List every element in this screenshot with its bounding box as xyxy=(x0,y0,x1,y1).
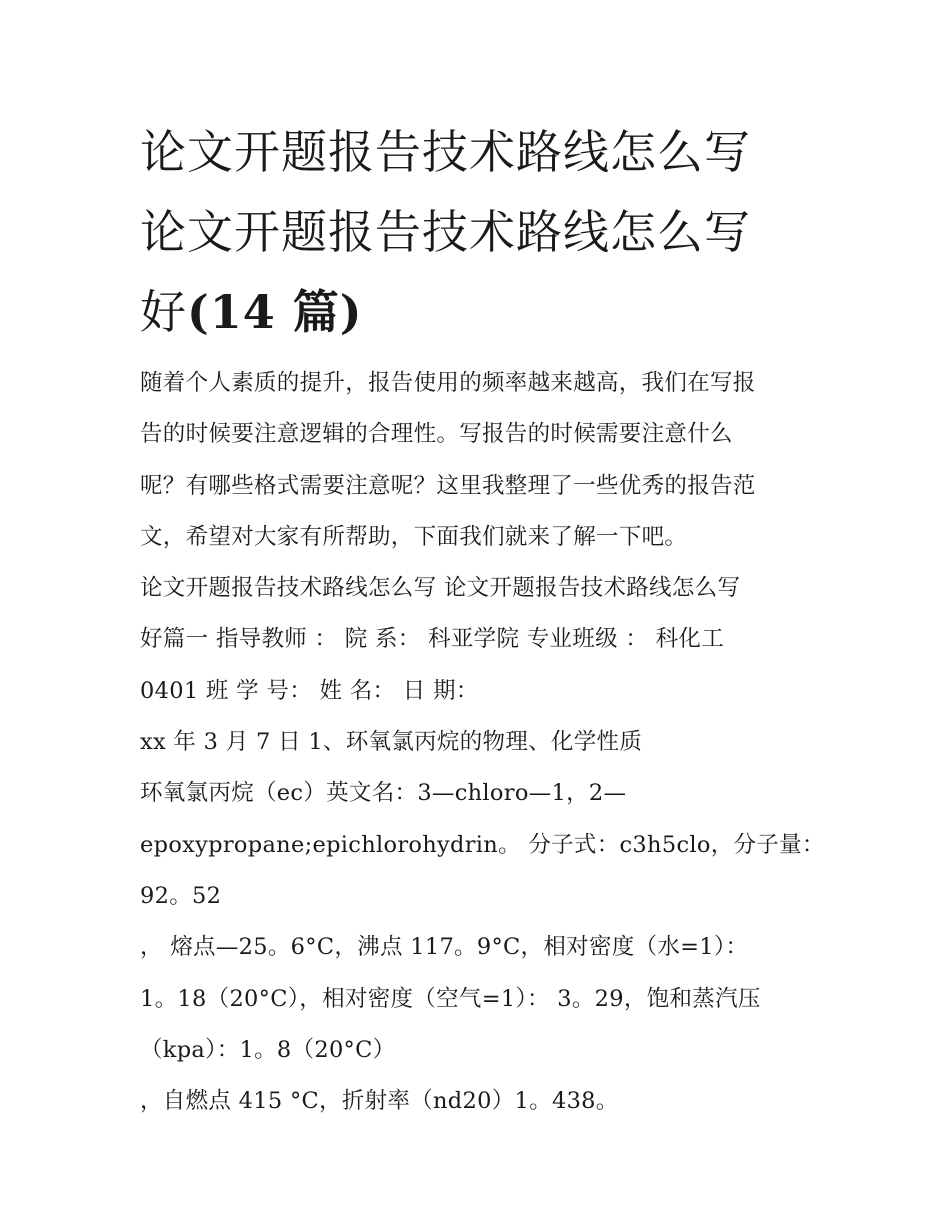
document-body xyxy=(140,358,825,1127)
title-line-3-count: (14 篇) xyxy=(187,285,363,339)
body-line: （kpa）：1。8（20°C） xyxy=(140,1036,396,1063)
body-line: epoxypropane;epichlorohydrin。 分子式：c3h5clo，分子量： xyxy=(140,831,825,858)
body-line: xx 年 3 月 7 日 1、环氧氯丙烷的物理、化学性质 xyxy=(140,729,643,756)
body-line: 呢？有哪些格式需要注意呢？这里我整理了一些优秀的报告范 xyxy=(140,472,756,499)
body-line: 好篇一 指导教师 ： 院 系： 科亚学院 专业班级 ： 科化工 xyxy=(140,626,725,653)
title-line-2: 论文开题报告技术路线怎么写 xyxy=(140,205,751,259)
body-line: 随着个人素质的提升，报告使用的频率越来越高，我们在写报 xyxy=(140,370,756,396)
body-line: 1。18（20°C），相对密度（空气=1）： 3。29，饱和蒸汽压 xyxy=(140,985,761,1012)
body-line: ， 熔点—25。6°C，沸点 117。9°C，相对密度（水=1）： xyxy=(140,934,749,961)
body-line: 环氧氯丙烷（ec）英文名：3—chloro—1，2— xyxy=(140,780,627,807)
title-line-1: 论文开题报告技术路线怎么写 xyxy=(140,125,751,179)
document-title xyxy=(140,112,820,352)
body-line: ，自燃点 415 °C，折射率（nd20）1。438。 xyxy=(140,1088,619,1115)
title-line-3-prefix: 好 xyxy=(140,285,187,339)
document-page xyxy=(140,112,825,1127)
body-line: 告的时候要注意逻辑的合理性。写报告的时候需要注意什么 xyxy=(140,421,733,448)
body-line: 92。52 xyxy=(140,882,222,909)
body-line: 文，希望对大家有所帮助，下面我们就来了解一下吧。 xyxy=(140,523,688,550)
body-line: 论文开题报告技术路线怎么写 论文开题报告技术路线怎么写 xyxy=(140,575,741,602)
body-line: 0401 班 学 号： 姓 名： 日 期： xyxy=(140,677,479,704)
